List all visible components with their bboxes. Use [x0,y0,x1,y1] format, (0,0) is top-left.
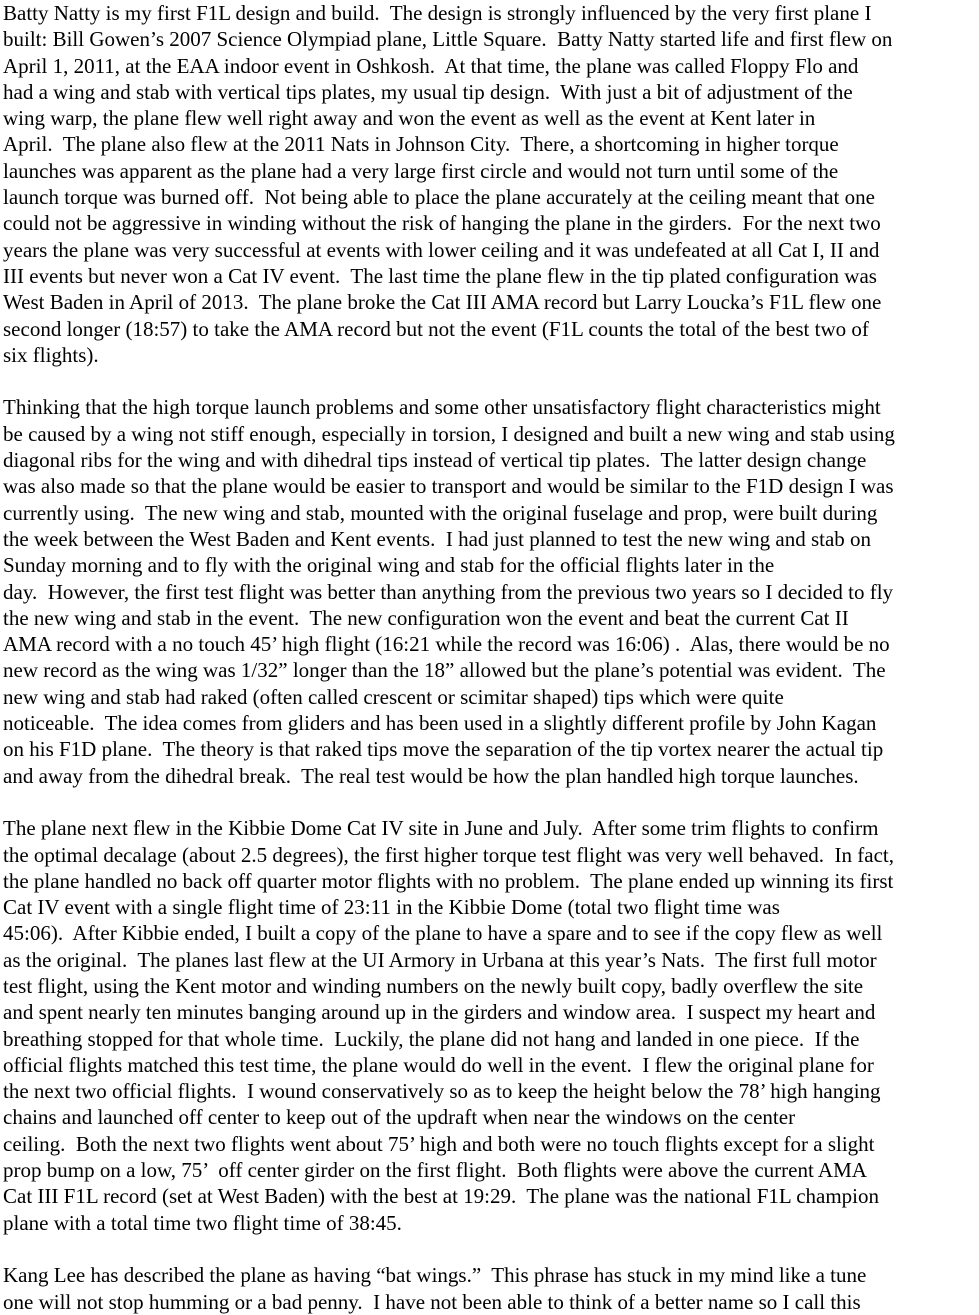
text-line: April. The plane also flew at the 2011 Nats in Johnson City. There, a shortcoming in higher torque [3,132,839,157]
text-line: wing warp, the plane flew well right away and won the event as well as the event at Kent later in [3,106,816,131]
text-line: breathing stopped for that whole time. Luckily, the plane did not hang and landed in one piece. If the [3,1026,860,1051]
text-line: launches was apparent as the plane had a very large first circle and would not turn until some of the [3,158,839,183]
text-line: test flight, using the Kent motor and winding numbers on the newly built copy, badly overflew the site [3,973,864,998]
text-line: Sunday morning and to fly with the original wing and stab for the official flights later in the [3,553,775,578]
document-body [3,0,977,1315]
text-line: had a wing and stab with vertical tips plates, my usual tip design. With just a bit of adjustment of the [3,79,853,104]
text-line: Batty Natty is my first F1L design and build. The design is strongly influenced by the very first plane I [3,1,872,25]
text-line: built: Bill Gowen’s 2007 Science Olympiad plane, Little Square. Batty Natty started life and first flew on [3,27,893,52]
text-line: noticeable. The idea comes from gliders and has been used in a slightly different profile by John Kagan [3,711,877,736]
text-line: the next two official flights. I wound conservatively so as to keep the height below the 78’ high hanging [3,1079,881,1104]
text-line: chains and launched off center to keep out of the updraft when near the windows on the center [3,1105,796,1130]
paragraph-1 [3,0,977,368]
text-line: diagonal ribs for the wing and with dihedral tips instead of vertical tip plates. The latter design change [3,448,867,473]
text-line: Cat IV event with a single flight time of 23:11 in the Kibbie Dome (total two flight time was [3,895,780,920]
text-line: currently using. The new wing and stab, mounted with the original fuselage and prop, were built during [3,500,878,525]
text-line: and spent nearly ten minutes banging around up in the girders and window area. I suspect my heart and [3,1000,876,1025]
text-line: years the plane was very successful at events with lower ceiling and it was undefeated at all Cat I, II and [3,237,880,262]
text-line: and away from the dihedral break. The real test would be how the plan handled high torque launches. [3,763,859,788]
text-line: Kang Lee has described the plane as having “bat wings.” This phrase has stuck in my mind like a tune [3,1263,867,1288]
text-line: second longer (18:57) to take the AMA record but not the event (F1L counts the total of the best two of [3,316,869,341]
text-line: six flights). [3,342,99,367]
text-line: April 1, 2011, at the EAA indoor event in Oshkosh. At that time, the plane was called Floppy Flo and [3,53,859,78]
text-line: could not be aggressive in winding without the risk of hanging the plane in the girders. For the next two [3,211,881,236]
paragraph-4 [3,1262,977,1315]
text-line: West Baden in April of 2013. The plane broke the Cat III AMA record but Larry Loucka’s F1L flew one [3,290,882,315]
text-line: one will not stop humming or a bad penny. I have not been able to think of a better name so I call this [3,1289,861,1314]
text-line: be caused by a wing not stiff enough, especially in torsion, I designed and built a new wing and stab using [3,421,895,446]
text-line: the plane handled no back off quarter motor flights with no problem. The plane ended up winning its first [3,868,894,893]
text-line: on his F1D plane. The theory is that raked tips move the separation of the tip vortex nearer the actual tip [3,737,884,762]
text-line: AMA record with a no touch 45’ high flight (16:21 while the record was 16:06) . Alas, there would be no [3,632,890,657]
text-line: III events but never won a Cat IV event. The last time the plane flew in the tip plated configuration was [3,263,877,288]
text-line: ceiling. Both the next two flights went about 75’ high and both were no touch flights except for a slight [3,1131,875,1156]
text-line: official flights matched this test time, the plane would do well in the event. I flew the original plane for [3,1052,874,1077]
text-line: prop bump on a low, 75’ off center girder on the first flight. Both flights were above the current AMA [3,1158,867,1183]
text-line: The plane next flew in the Kibbie Dome Cat IV site in June and July. After some trim flights to confirm [3,816,879,841]
text-line: plane with a total time two flight time of 38:45. [3,1210,402,1235]
text-line: was also made so that the plane would be easier to transport and would be similar to the F1D design I was [3,474,894,499]
text-line: new record as the wing was 1/32” longer than the 18” allowed but the plane’s potential was evident. The [3,658,886,683]
paragraph-2 [3,394,977,788]
text-line: the new wing and stab in the event. The new configuration won the event and beat the current Cat II [3,605,849,630]
paragraph-3 [3,815,977,1236]
text-line: the week between the West Baden and Kent events. I had just planned to test the new wing and stab on [3,526,872,551]
text-line: Cat III F1L record (set at West Baden) with the best at 19:29. The plane was the national F1L champion [3,1184,880,1209]
text-line: as the original. The planes last flew at the UI Armory in Urbana at this year’s Nats. The first full motor [3,947,877,972]
text-line: new wing and stab had raked (often called crescent or scimitar shaped) tips which were quite [3,684,784,709]
text-line: 45:06). After Kibbie ended, I built a copy of the plane to have a spare and to see if the copy flew as well [3,921,883,946]
text-line: launch torque was burned off. Not being able to place the plane accurately at the ceiling meant that one [3,185,875,210]
text-line: the optimal decalage (about 2.5 degrees), the first higher torque test flight was very well behaved. In fact, [3,842,895,867]
text-line: Thinking that the high torque launch problems and some other unsatisfactory flight characteristics might [3,395,881,420]
text-line: day. However, the first test flight was better than anything from the previous two years so I decided to fly [3,579,894,604]
